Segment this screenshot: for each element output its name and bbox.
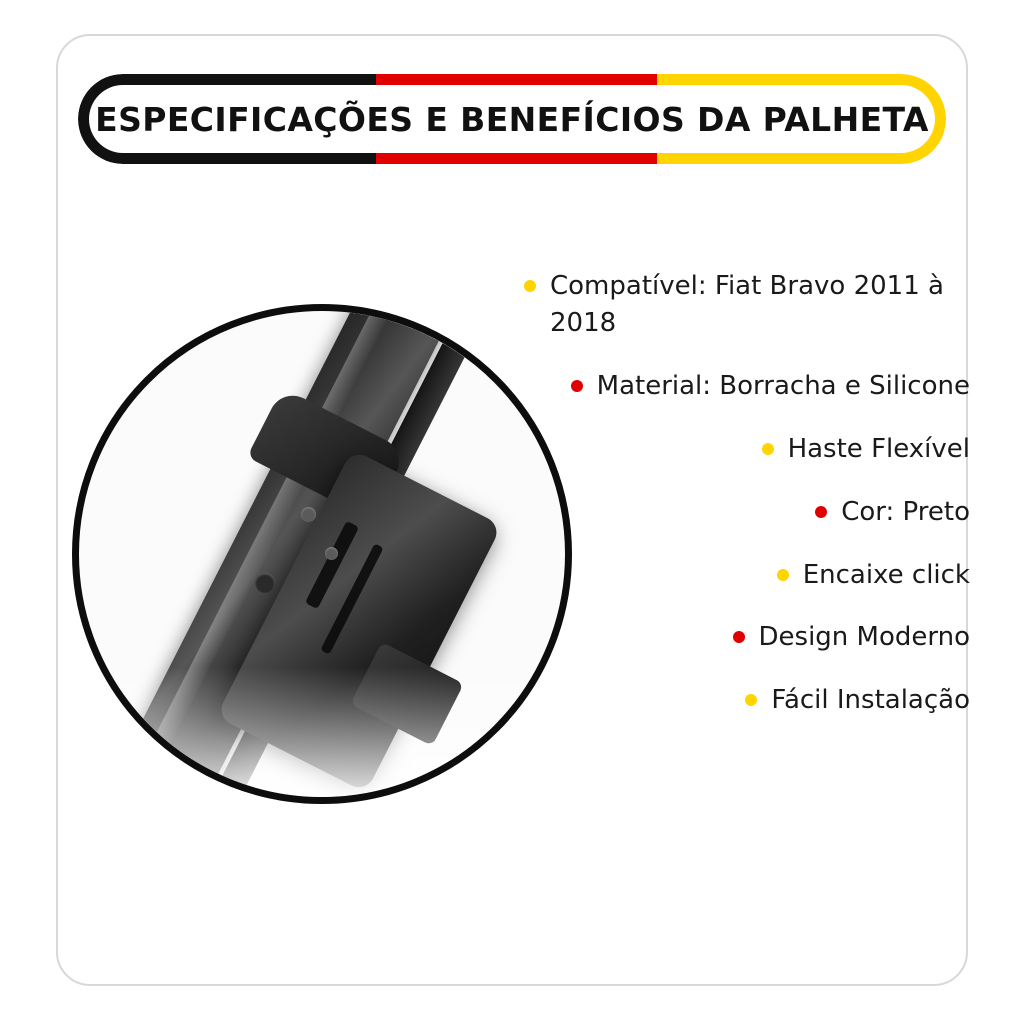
- bullet-dot-icon: [733, 631, 745, 643]
- list-item: [470, 268, 970, 342]
- list-item: [470, 557, 970, 594]
- title-inner: [89, 85, 935, 153]
- list-item: [470, 431, 970, 468]
- feature-list: [470, 268, 970, 745]
- connector-pin-1: [301, 507, 316, 522]
- list-item: [470, 682, 970, 719]
- list-item: [470, 368, 970, 405]
- page-title: ESPECIFICAÇÕES E BENEFÍCIOS DA PALHETA: [95, 99, 929, 139]
- list-item: [470, 619, 970, 656]
- feature-text: Encaixe click: [802, 559, 970, 590]
- feature-text: Haste Flexível: [787, 433, 970, 464]
- feature-text: Compatível: Fiat Bravo 2011 à 2018: [550, 271, 944, 338]
- bullet-dot-icon: [571, 380, 583, 392]
- list-item: [470, 494, 970, 531]
- bullet-dot-icon: [815, 506, 827, 518]
- bullet-dot-icon: [524, 280, 536, 292]
- connector-pin-3: [255, 573, 275, 593]
- bullet-dot-icon: [777, 569, 789, 581]
- bullet-dot-icon: [745, 694, 757, 706]
- feature-text: Fácil Instalação: [771, 685, 970, 716]
- feature-text: Material: Borracha e Silicone: [596, 370, 970, 401]
- connector-pin-2: [325, 547, 338, 560]
- feature-text: Design Moderno: [758, 622, 970, 653]
- title-banner: [78, 74, 946, 164]
- feature-text: Cor: Preto: [841, 496, 970, 527]
- bullet-dot-icon: [762, 443, 774, 455]
